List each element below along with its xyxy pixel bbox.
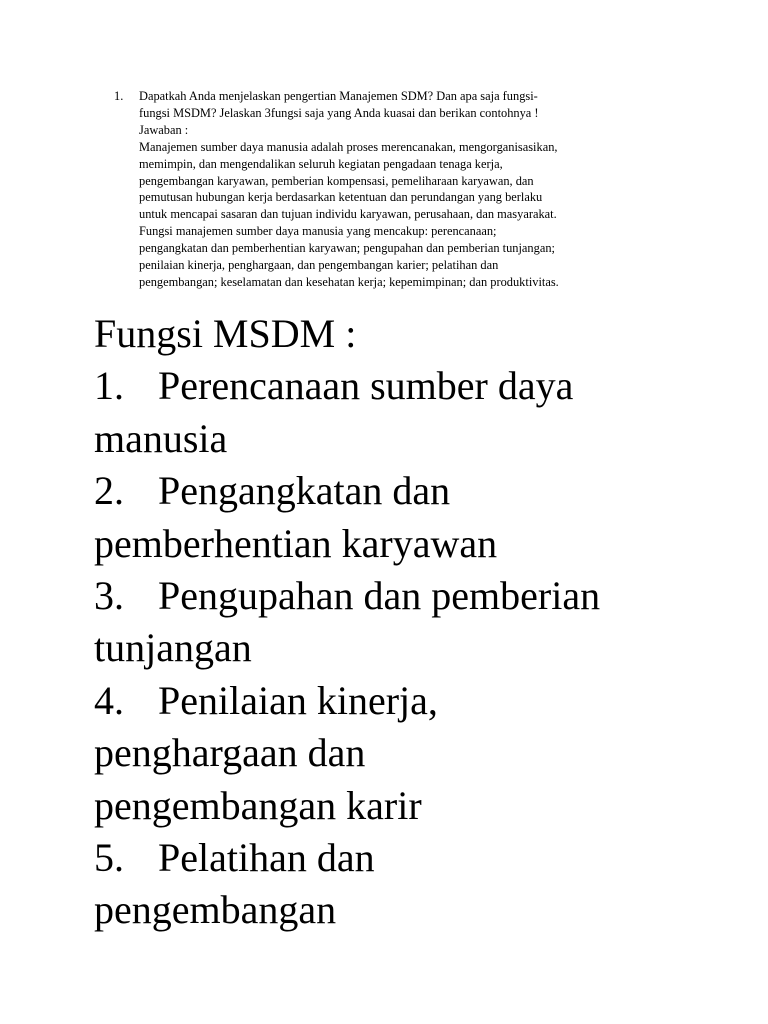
answer-line: Fungsi manajemen sumber daya manusia yang mencakup: perencanaan; xyxy=(139,224,497,239)
fungsi-item-number: 1. xyxy=(94,363,124,409)
fungsi-item-text: Pengupahan dan pemberian xyxy=(158,573,601,619)
question-item xyxy=(114,88,674,291)
fungsi-item xyxy=(94,675,754,727)
fungsi-list xyxy=(94,308,754,937)
fungsi-item-continuation: pemberhentian karyawan xyxy=(94,520,498,566)
fungsi-item-number: 4. xyxy=(94,677,124,723)
fungsi-item xyxy=(94,465,754,517)
fungsi-item-number: 3. xyxy=(94,573,124,619)
fungsi-item-text: Perencanaan sumber daya xyxy=(158,363,574,409)
fungsi-item-continuation: manusia xyxy=(94,415,228,461)
answer-line: pengembangan karyawan, pemberian kompensasi, pemeliharaan karyawan, dan xyxy=(139,173,534,188)
question-body xyxy=(139,88,674,291)
answer-line: pemutusan hubungan kerja berdasarkan ketentuan dan perundangan yang berlaku xyxy=(139,190,543,205)
answer-line: untuk mencapai sasaran dan tujuan individu karyawan, perusahaan, dan masyarakat. xyxy=(139,207,557,222)
fungsi-heading: Fungsi MSDM : xyxy=(94,311,357,356)
fungsi-item-continuation: tunjangan xyxy=(94,625,252,671)
fungsi-item-text: Pelatihan dan xyxy=(158,835,375,881)
fungsi-item xyxy=(94,360,754,412)
question-block xyxy=(114,88,674,291)
question-line: Dapatkah Anda menjelaskan pengertian Manajemen SDM? Dan apa saja fungsi- xyxy=(139,89,538,103)
fungsi-item-continuation: pengembangan xyxy=(94,887,337,933)
fungsi-item-continuation: pengembangan karir xyxy=(94,782,422,828)
fungsi-item-text: Pengangkatan dan xyxy=(158,468,451,514)
fungsi-item-number: 2. xyxy=(94,468,124,514)
answer-line: penilaian kinerja, penghargaan, dan pengembangan karier; pelatihan dan xyxy=(139,258,499,273)
answer-line: pengembangan; keselamatan dan kesehatan kerja; kepemimpinan; dan produktivitas. xyxy=(139,274,559,289)
answer-line: Manajemen sumber daya manusia adalah proses merencanakan, mengorganisasikan, xyxy=(139,139,558,154)
question-line: fungsi MSDM? Jelaskan 3fungsi saja yang Anda kuasai dan berikan contohnya ! xyxy=(139,105,539,120)
fungsi-item xyxy=(94,832,754,884)
answer-line: memimpin, dan mengendalikan seluruh kegiatan pengadaan tenaga kerja, xyxy=(139,156,503,171)
answer-label: Jawaban : xyxy=(139,122,189,137)
fungsi-item-continuation: penghargaan dan xyxy=(94,730,366,776)
fungsi-item xyxy=(94,570,754,622)
answer-line: pengangkatan dan pemberhentian karyawan; pengupahan dan pemberian tunjangan; xyxy=(139,241,555,256)
fungsi-item-text: Penilaian kinerja, xyxy=(158,677,438,723)
fungsi-item-number: 5. xyxy=(94,835,124,881)
question-number: 1. xyxy=(114,89,124,103)
